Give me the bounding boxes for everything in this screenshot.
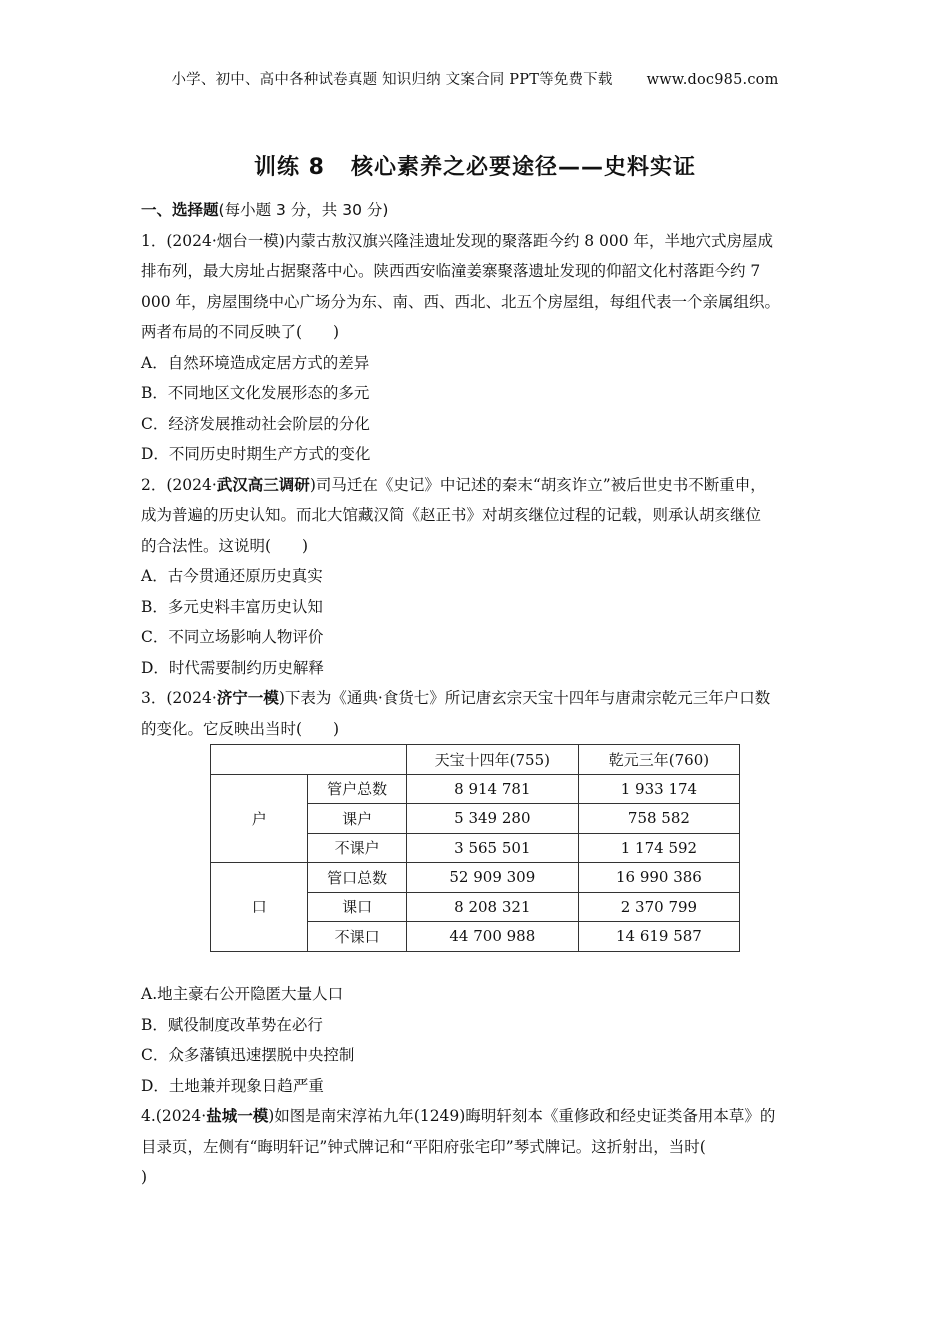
q1-option-d: D．不同历史时期生产方式的变化 xyxy=(141,445,371,463)
q3-stem-line: 的变化。它反映出当时( ) xyxy=(141,719,340,738)
q3-stem-line: 3．(2024·济宁一模)下表为《通典·食货七》所记唐玄宗天宝十四年与唐肃宗乾元三年户口数 xyxy=(141,689,771,707)
q4-stem-line: 目录页，左侧有“晦明轩记”钟式牌记和“平阳府张宅印”琴式牌记。这折射出，当时( xyxy=(141,1137,706,1156)
q1-option-c: C．经济发展推动社会阶层的分化 xyxy=(141,414,370,433)
q4-stem-line: 4.(2024·盐城一模)如图是南宋淳祐九年(1249)晦明轩刻本《重修政和经史证类备用本草》的 xyxy=(141,1107,776,1125)
q2-stem-line: 的合法性。这说明( ) xyxy=(141,536,309,555)
table-cell: 课口 xyxy=(308,892,406,922)
q3-option-b: B．赋役制度改革势在必行 xyxy=(141,1015,323,1034)
q1-stem-line: 1．(2024·烟台一模)内蒙古敖汉旗兴隆洼遗址发现的聚落距今约 8 000 年，半地穴式房屋成 xyxy=(141,231,774,250)
section-heading: 一、选择题(每小题 3 分，共 30 分) xyxy=(141,201,389,219)
page-title xyxy=(0,150,950,181)
q4-source: 盐城一模 xyxy=(206,1107,269,1125)
table-header-cell: 天宝十四年(755) xyxy=(406,745,578,775)
table-cell: 管口总数 xyxy=(308,863,406,893)
table-cell: 3 565 501 xyxy=(406,833,578,863)
table-cell: 52 909 309 xyxy=(406,863,578,893)
table-cell: 管户总数 xyxy=(308,774,406,804)
table-group-label: 口 xyxy=(211,863,308,952)
table-cell: 8 914 781 xyxy=(406,774,578,804)
table-row xyxy=(211,863,740,893)
q3-option-c: C．众多藩镇迅速摆脱中央控制 xyxy=(141,1046,355,1064)
title-main: 训练 8 xyxy=(254,155,325,180)
table-cell: 1 174 592 xyxy=(578,833,739,863)
table-cell: 课户 xyxy=(308,804,406,834)
table-cell: 1 933 174 xyxy=(578,774,739,804)
table-cell: 44 700 988 xyxy=(406,922,578,952)
table-group-label: 户 xyxy=(211,774,308,863)
q3-source: 济宁一模 xyxy=(216,689,279,707)
q2-option-c: C．不同立场影响人物评价 xyxy=(141,628,324,646)
table-cell: 2 370 799 xyxy=(578,892,739,922)
q1-stem-line: 两者布局的不同反映了( ) xyxy=(141,323,340,341)
questions-block-1 xyxy=(141,195,821,744)
household-population-table xyxy=(210,744,740,952)
q1-option-b: B．不同地区文化发展形态的多元 xyxy=(141,384,370,402)
questions-block-2 xyxy=(141,979,821,1193)
q3-option-d: D．土地兼并现象日趋严重 xyxy=(141,1076,324,1095)
table-row xyxy=(211,774,740,804)
q2-option-d: D．时代需要制约历史解释 xyxy=(141,658,324,677)
table-header-cell xyxy=(211,745,407,775)
q2-option-a: A．古今贯通还原历史真实 xyxy=(141,567,323,585)
title-sub: 核心素养之必要途径——史料实证 xyxy=(350,155,696,180)
q2-source: 武汉高三调研 xyxy=(216,475,310,494)
q3-option-a: A.地主豪右公开隐匿大量人口 xyxy=(141,985,344,1003)
table-cell: 16 990 386 xyxy=(578,863,739,893)
table-cell: 758 582 xyxy=(578,804,739,834)
table-cell: 不课口 xyxy=(308,922,406,952)
q1-option-a: A．自然环境造成定居方式的差异 xyxy=(141,353,370,372)
q1-stem-line: 排布列，最大房址占据聚落中心。陕西西安临潼姜寨聚落遗址发现的仰韶文化村落距今约 7 xyxy=(141,262,761,280)
q2-stem-line: 成为普遍的历史认知。而北大馆藏汉简《赵正书》对胡亥继位过程的记载，则承认胡亥继位 xyxy=(141,506,762,524)
q2-stem-line: 2．(2024·武汉高三调研)司马迁在《史记》中记述的秦末“胡亥诈立”被后世史书不断重申， xyxy=(141,475,766,494)
q2-option-b: B．多元史料丰富历史认知 xyxy=(141,597,323,616)
header-text: 小学、初中、高中各种试卷真题 知识归纳 文案合同 PPT等免费下载 xyxy=(171,72,613,88)
table-cell: 5 349 280 xyxy=(406,804,578,834)
table-cell: 14 619 587 xyxy=(578,922,739,952)
header-site-link[interactable]: www.doc985.com xyxy=(646,72,779,88)
table-header-row xyxy=(211,745,740,775)
table-cell: 不课户 xyxy=(308,833,406,863)
table-cell: 8 208 321 xyxy=(406,892,578,922)
page-header xyxy=(0,68,950,89)
q4-stem-line: ) xyxy=(141,1168,148,1186)
q1-stem-line: 000 年，房屋围绕中心广场分为东、南、西、西北、北五个房屋组，每组代表一个亲属组织。 xyxy=(141,292,781,311)
table-header-cell: 乾元三年(760) xyxy=(578,745,739,775)
